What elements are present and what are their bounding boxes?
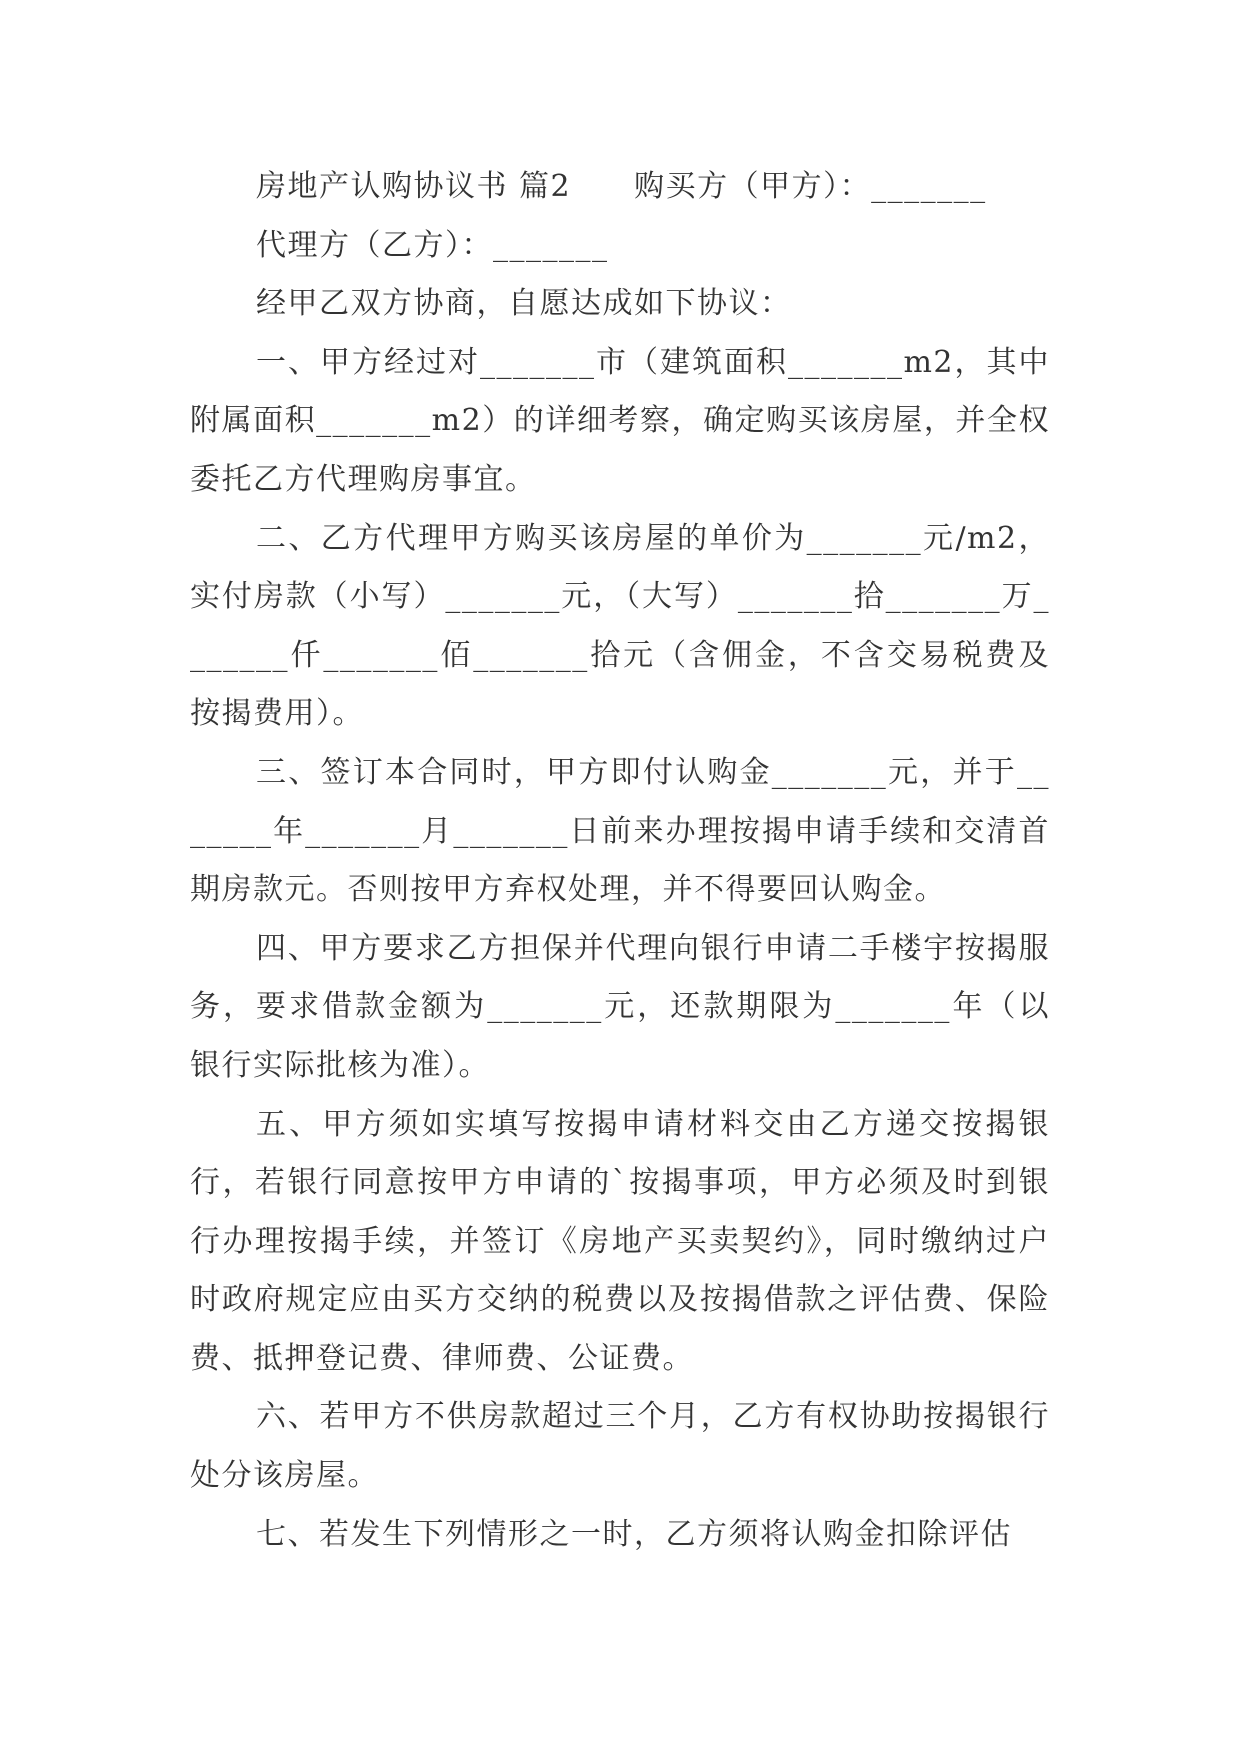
paragraph-title-and-buyer: 房地产认购协议书 篇2 购买方（甲方）：_______ <box>256 169 987 204</box>
paragraph-clause-4: 四、甲方要求乙方担保并代理向银行申请二手楼宇按揭服务，要求借款金额为_______元，还款期限为_______年（以银行实际批核为准）。 <box>190 930 1050 1083</box>
document-body <box>190 158 1050 1564</box>
paragraph-clause-7: 七、若发生下列情形之一时，乙方须将认购金扣除评估 <box>256 1516 1012 1552</box>
paragraph-agent: 代理方（乙方）：_______ <box>256 227 609 263</box>
paragraph-clause-5: 五、甲方须如实填写按揭申请材料交由乙方递交按揭银行，若银行同意按甲方申请的`按揭事项，甲方必须及时到银行办理按揭手续，并签订《房地产买卖契约》，同时缴纳过户时政府规定应由买方交纳的税费以及按揭借款之评估费、保险费、抵押登记费、律师费、公证费。 <box>190 1106 1050 1376</box>
paragraph-clause-3: 三、签订本合同时，甲方即付认购金_______元，并于_______年_______月_______日前来办理按揭申请手续和交清首期房款元。否则按甲方弃权处理，并不得要回认购金。 <box>190 754 1050 908</box>
paragraph-clause-6: 六、若甲方不供房款超过三个月，乙方有权协助按揭银行处分该房屋。 <box>190 1399 1050 1494</box>
paragraph-clause-1: 一、甲方经过对_______市（建筑面积_______m2，其中附属面积_______m2）的详细考察，确定购买该房屋，并全权委托乙方代理购房事宜。 <box>190 344 1050 497</box>
paragraph-clause-2: 二、乙方代理甲方购买该房屋的单价为_______元/m2，实付房款（小写）_______元，（大写）_______拾_______万_______仟_______佰_______拾元（含佣金，不含交易税费及按揭费用）。 <box>190 520 1050 732</box>
paragraph-agreement-intro: 经甲乙双方协商，自愿达成如下协议： <box>256 286 792 322</box>
